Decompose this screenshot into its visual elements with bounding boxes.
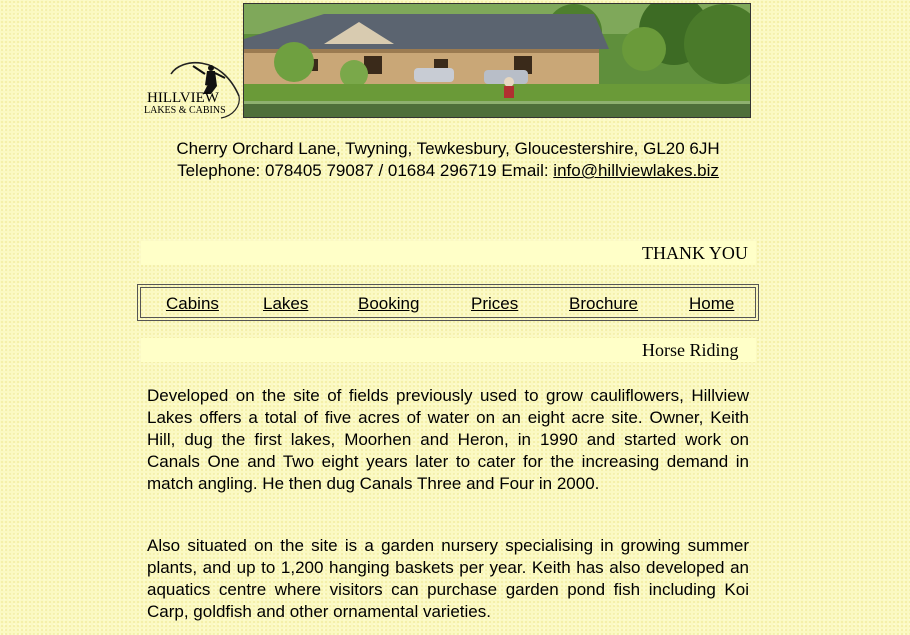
- site-logo[interactable]: [141, 56, 243, 120]
- intro-paragraph: Developed on the site of fields previously used to grow cauliflowers, Hillview Lakes offers a total of five acres of water on an eight acre site. Owner, Keith Hill, dug the first lakes, Moorhen and Heron, in 1990 and started work on Canals One and Two eight years later to cater for the increasing demand in match angling. He then dug Canals Three and Four in 2000.: [147, 386, 749, 493]
- email-link[interactable]: info@hillviewlakes.biz: [553, 161, 719, 180]
- address-line: Cherry Orchard Lane, Twyning, Tewkesbury, Gloucestershire, GL20 6JH: [176, 139, 720, 158]
- marquee-top: [141, 241, 756, 265]
- nav-home[interactable]: Home: [689, 294, 735, 313]
- phone-email-line: [140, 160, 756, 182]
- logo-subtitle: LAKES & CABINS: [144, 105, 226, 116]
- nav-cabins[interactable]: Cabins: [166, 294, 219, 313]
- nav-brochure[interactable]: Brochure: [569, 294, 638, 313]
- nav-lakes[interactable]: Lakes: [263, 294, 309, 313]
- nav-prices[interactable]: Prices: [471, 294, 519, 313]
- main-nav: [137, 284, 759, 321]
- nav-booking[interactable]: Booking: [358, 294, 420, 313]
- marquee-bottom: [141, 338, 756, 362]
- nursery-paragraph: Also situated on the site is a garden nursery specialising in growing summer plants, and up to 1,200 hanging baskets per year. Keith has also developed an aquatics centre where visitors can purchase garden pond fish including Koi Carp, goldfish and other ornamental varieties.: [147, 536, 749, 621]
- header-banner-photo: [243, 3, 751, 118]
- contact-info: [140, 138, 756, 182]
- logo-fisherman-icon: [141, 56, 243, 120]
- logo-title: HILLVIEW: [147, 90, 219, 106]
- marquee-bottom-text: Horse Riding: [642, 340, 739, 360]
- marquee-top-text: THANK YOU: [642, 243, 748, 263]
- phone-text: Telephone: 078405 79087 / 01684 296719 Email:: [177, 161, 554, 180]
